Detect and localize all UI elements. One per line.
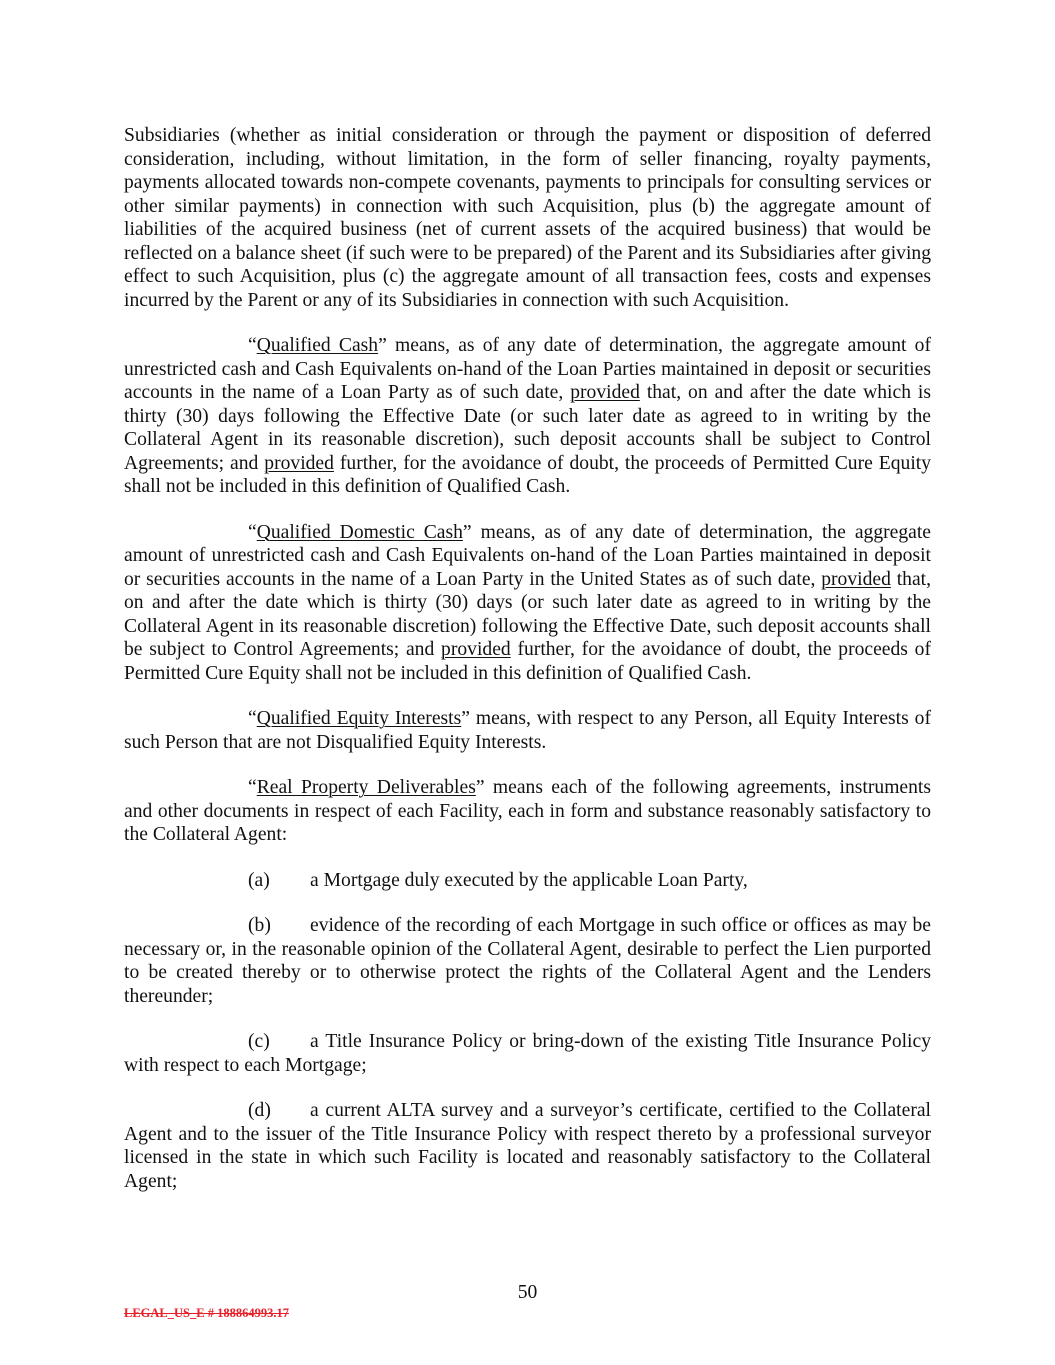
definition-text: that, on and after the date which is thirty (30) days following the Effective Date (or such later date as agreed to in writing by the Collateral Agent in its reasonable discretion), such deposit accounts shall be subject to Control Agreements; and bbox=[124, 382, 931, 474]
definition-qualified-cash bbox=[124, 334, 931, 499]
item-label: (d) bbox=[248, 1100, 271, 1121]
list-item-a bbox=[124, 869, 931, 893]
list-item-b bbox=[124, 914, 931, 1008]
definition-text: further, for the avoidance of doubt, the proceeds of Permitted Cure Equity shall not be included in this definition of Qualified Cash. bbox=[124, 452, 932, 497]
defined-term: Qualified Equity Interests bbox=[256, 708, 462, 729]
item-label: (a) bbox=[248, 869, 270, 891]
item-text: a Mortgage duly executed by the applicable Loan Party, bbox=[310, 869, 748, 891]
open-quote: “ bbox=[248, 777, 257, 798]
document-body bbox=[124, 124, 931, 1215]
definition-text: means, as of any date of determination, the aggregate amount of unrestricted cash and Cash Equivalents on-hand of the Loan Parties maintained in deposit or securities accounts in the name of a Loan Party as of such date, bbox=[124, 335, 931, 403]
provided-term: provided bbox=[264, 452, 334, 474]
definition-qualified-equity-interests bbox=[124, 707, 931, 754]
defined-term: Qualified Cash bbox=[256, 335, 379, 356]
open-quote: “ bbox=[248, 708, 257, 729]
item-label: (b) bbox=[248, 915, 271, 936]
item-label: (c) bbox=[248, 1031, 270, 1052]
definition-qualified-domestic-cash bbox=[124, 521, 931, 686]
list-item-c bbox=[124, 1030, 931, 1077]
continuation-paragraph: Subsidiaries (whether as initial consideration or through the payment or disposition of deferred consideration, including, without limitation, in the form of seller financing, royalty payments, payments allocated towards non-compete covenants, payments to principals for consulting services or other similar payments) in connection with such Acquisition, plus (b) the aggregate amount of liabilities of the acquired business (net of current assets of the acquired business) that would be reflected on a balance sheet (if such were to be prepared) of the Parent and its Subsidiaries after giving effect to such Acquisition, plus (c) the aggregate amount of all transaction fees, costs and expenses incurred by the Parent or any of its Subsidiaries in connection with such Acquisition. bbox=[124, 125, 931, 311]
definition-text: that, on and after the date which is thirty (30) days (or such later date as agreed to in writing by the Collateral Agent in its reasonable discretion) following the Effective Date, such deposit accounts shall be subject to Control Agreements; and bbox=[124, 568, 931, 660]
item-text: a current ALTA survey and a surveyor’s certificate, certified to the Collateral Agent and to the issuer of the Title Insurance Policy with respect thereto by a professional surveyor licensed in the state in which such Facility is located and reasonably satisfactory to the Collateral Agent; bbox=[124, 1100, 931, 1192]
defined-term: Real Property Deliverables bbox=[256, 777, 476, 798]
defined-term: Qualified Domestic Cash bbox=[256, 521, 463, 543]
document-id-footer: LEGAL_US_E # 188864993.17 bbox=[124, 1306, 289, 1320]
definition-real-property-deliverables bbox=[124, 776, 931, 847]
item-text: evidence of the recording of each Mortgage in such office or offices as may be necessary or, in the reasonable opinion of the Collateral Agent, desirable to perfect the Lien purported to be created thereby or to otherwise protect the rights of the Collateral Agent and the Lenders thereunder; bbox=[124, 915, 931, 1007]
provided-term: provided bbox=[570, 382, 640, 403]
provided-term: provided bbox=[821, 568, 891, 590]
open-quote: “ bbox=[248, 335, 257, 356]
close-quote: ” bbox=[475, 777, 485, 798]
definition-text: means, with respect to any Person, all Equity Interests of such Person that are not Disqualified Equity Interests. bbox=[124, 708, 931, 753]
open-quote: “ bbox=[248, 521, 257, 543]
list-item-d bbox=[124, 1099, 931, 1193]
close-quote: ” bbox=[462, 521, 472, 543]
provided-term: provided bbox=[441, 639, 511, 660]
definition-text: means, as of any date of determination, the aggregate amount of unrestricted cash and Cash Equivalents on-hand of the Loan Parties maintained in deposit or securities accounts in the name of a Loan Party in the United States as of such date, bbox=[124, 521, 931, 590]
definition-text: means each of the following agreements, instruments and other documents in respect of each Facility, each in form and substance reasonably satisfactory to the Collateral Agent: bbox=[124, 777, 931, 845]
definition-text: further, for the avoidance of doubt, the proceeds of Permitted Cure Equity shall not be included in this definition of Qualified Cash. bbox=[124, 639, 931, 684]
close-quote: ” bbox=[461, 708, 470, 729]
close-quote: ” bbox=[378, 335, 387, 356]
page-number: 50 bbox=[517, 1282, 538, 1303]
item-text: a Title Insurance Policy or bring-down of the existing Title Insurance Policy with respect to each Mortgage; bbox=[124, 1031, 931, 1076]
